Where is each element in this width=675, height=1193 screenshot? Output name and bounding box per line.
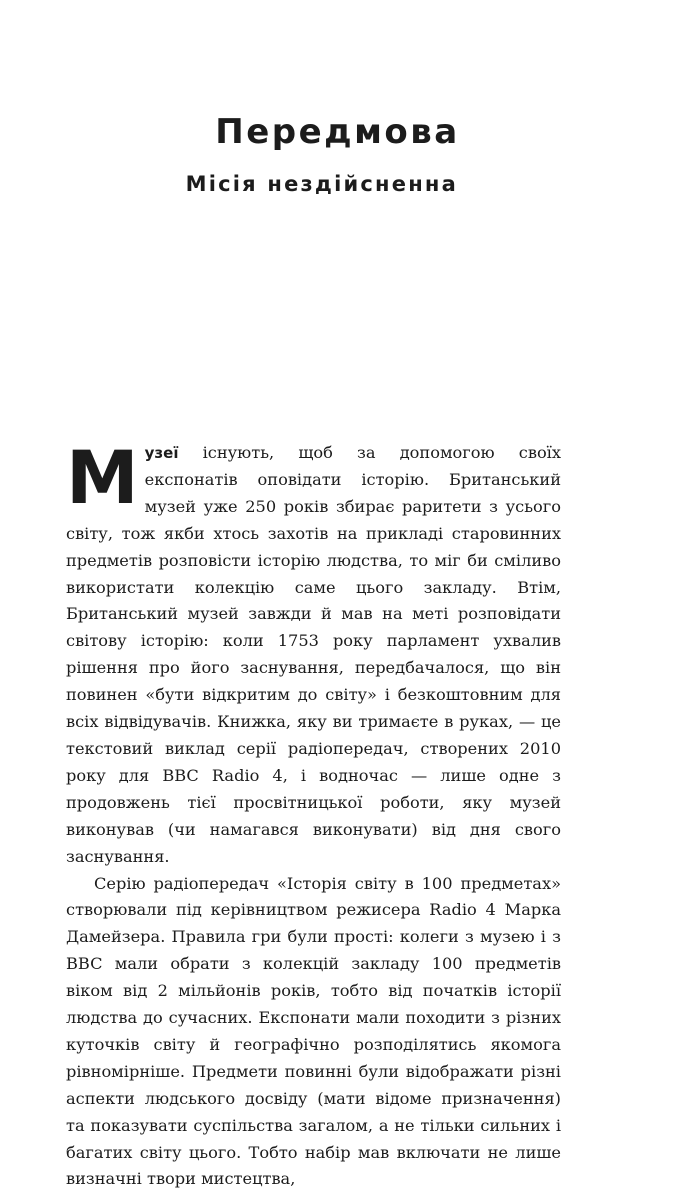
chapter-subtitle bbox=[0, 172, 630, 196]
chapter-subtitle-text: Місія нездійсненна bbox=[186, 172, 458, 196]
paragraph-2: Серію радіопередач «Історія світу в 100 предметах» створювали під керівництвом режисера Radio 4 Марка Дамейзера. Правила гри були прості: колеги з музею і з BBC мали обрати з колекцій закладу 100 предметів віком від 2 мільйонів років, тобто від початків історії людства до сучасних. Експонати мали походити з різних куточків світу й географічно розподілятись якомога рівномірніше. Предмети повинні були відображати різні аспекти людського досвіду (мати відоме призначення) та показувати суспільства загалом, а не тільки сильних і багатих світу цього. Тобто набір мав включати не лише визначні твори мистецтва, bbox=[66, 871, 561, 1193]
paragraph-1 bbox=[66, 440, 561, 871]
paragraph-1-text: існують, щоб за допомогою своїх експонатів оповідати історію. Британський музей уже 250 років збирає раритети з усього світу, тож якби хтось захотів на прикладі старовинних предметів розповісти історію людства, то міг би сміливо використати колекцію саме цього закладу. Втім, Британський музей завжди й мав на меті розповідати світову історію: коли 1753 року парламент ухвалив рішення про його заснування, передбачалося, що він повинен «бути відкритим до світу» і безкоштовним для всіх відвідувачів. Книжка, яку ви тримаєте в руках, — це текстовий виклад серії радіопередач, створених 2010 року для BBC Radio 4, і водночас — лише одне з продовжень тієї просвітницької роботи, яку музей виконував (чи намагався виконувати) від дня свого заснування. bbox=[66, 443, 561, 866]
lead-word: узеї bbox=[145, 444, 179, 462]
chapter-title: Передмова bbox=[0, 112, 675, 152]
drop-cap: М bbox=[66, 446, 139, 508]
body-text bbox=[66, 440, 561, 1193]
